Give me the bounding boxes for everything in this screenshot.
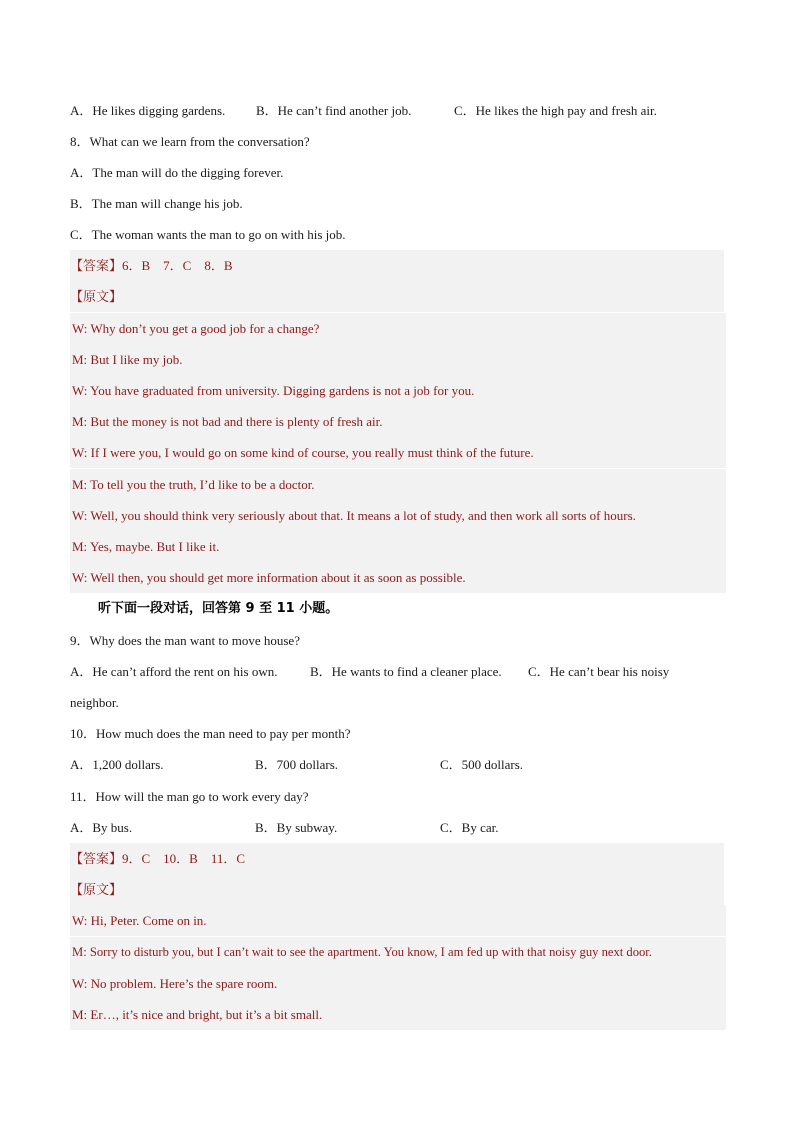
q10-option-b: B．700 dollars. [255, 757, 339, 772]
transcript-line: W: You have graduated from university. Digging gardens is not a job for you. [70, 375, 726, 406]
q9-question: 9．Why does the man want to move house? [70, 633, 300, 648]
answer-block-1 [70, 250, 724, 281]
q9-options-row [70, 656, 724, 687]
transcript-label-2: 【原文】 [70, 874, 724, 905]
transcript-line: W: No problem. Here’s the spare room. [70, 968, 726, 999]
q11-option-c: C．By car. [440, 820, 499, 835]
transcript-line: W: Well then, you should get more information about it as soon as possible. [70, 562, 726, 593]
q11-option-b: B．By subway. [255, 820, 338, 835]
q9-option-c-continued: neighbor. [70, 695, 119, 710]
q10-option-c: C．500 dollars. [440, 757, 524, 772]
q11-options-row [70, 812, 724, 843]
answer-label: 【答案】 [70, 258, 123, 273]
transcript-line: W: If I were you, I would go on some kind of course, you really must think of the future. [70, 437, 726, 468]
transcript-line: M: Er…, it’s nice and bright, but it’s a bit small. [70, 999, 726, 1030]
transcript-line: M: Sorry to disturb you, but I can’t wait to see the apartment. You know, I am fed up with that noisy guy next door. [70, 937, 726, 968]
q8-option-c: C．The woman wants the man to go on with his job. [70, 227, 346, 242]
q9-option-c: C．He can’t bear his noisy [528, 664, 670, 679]
answer-label: 【答案】 [70, 851, 123, 866]
answer-text: 9．C 10．B 11．C [122, 851, 246, 866]
transcript-line: M: Yes, maybe. But I like it. [70, 531, 726, 562]
q7-option-b: B．He can’t find another job. [256, 103, 412, 118]
q11-question: 11．How will the man go to work every day? [70, 789, 309, 804]
q7-options-row [70, 95, 724, 126]
q8-question: 8．What can we learn from the conversation? [70, 134, 310, 149]
q8-option-b: B．The man will change his job. [70, 196, 243, 211]
q10-option-a: A．1,200 dollars. [70, 757, 164, 772]
q10-question: 10．How much does the man need to pay per month? [70, 726, 351, 741]
q10-options-row [70, 749, 724, 780]
q9-option-b: B．He wants to find a cleaner place. [310, 664, 502, 679]
transcript-line: M: To tell you the truth, I’d like to be a doctor. [70, 469, 726, 500]
transcript-line: W: Why don’t you get a good job for a change? [70, 313, 726, 344]
answer-text: 6．B 7．C 8．B [122, 258, 233, 273]
transcript-line: M: But the money is not bad and there is plenty of fresh air. [70, 406, 726, 437]
q7-option-a: A．He likes digging gardens. [70, 103, 226, 118]
transcript-line: W: Well, you should think very seriously about that. It means a lot of study, and then work all sorts of hours. [70, 500, 726, 531]
transcript-line: W: Hi, Peter. Come on in. [70, 905, 726, 936]
q7-option-c: C．He likes the high pay and fresh air. [454, 103, 657, 118]
transcript-label-1: 【原文】 [70, 281, 724, 312]
answer-block-2 [70, 843, 724, 874]
q8-option-a: A．The man will do the digging forever. [70, 165, 284, 180]
q11-option-a: A．By bus. [70, 820, 133, 835]
transcript-line: M: But I like my job. [70, 344, 726, 375]
section-heading: 听下面一段对话，回答第 9 至 11 小题。 [98, 601, 339, 616]
q9-option-a: A．He can’t afford the rent on his own. [70, 664, 278, 679]
